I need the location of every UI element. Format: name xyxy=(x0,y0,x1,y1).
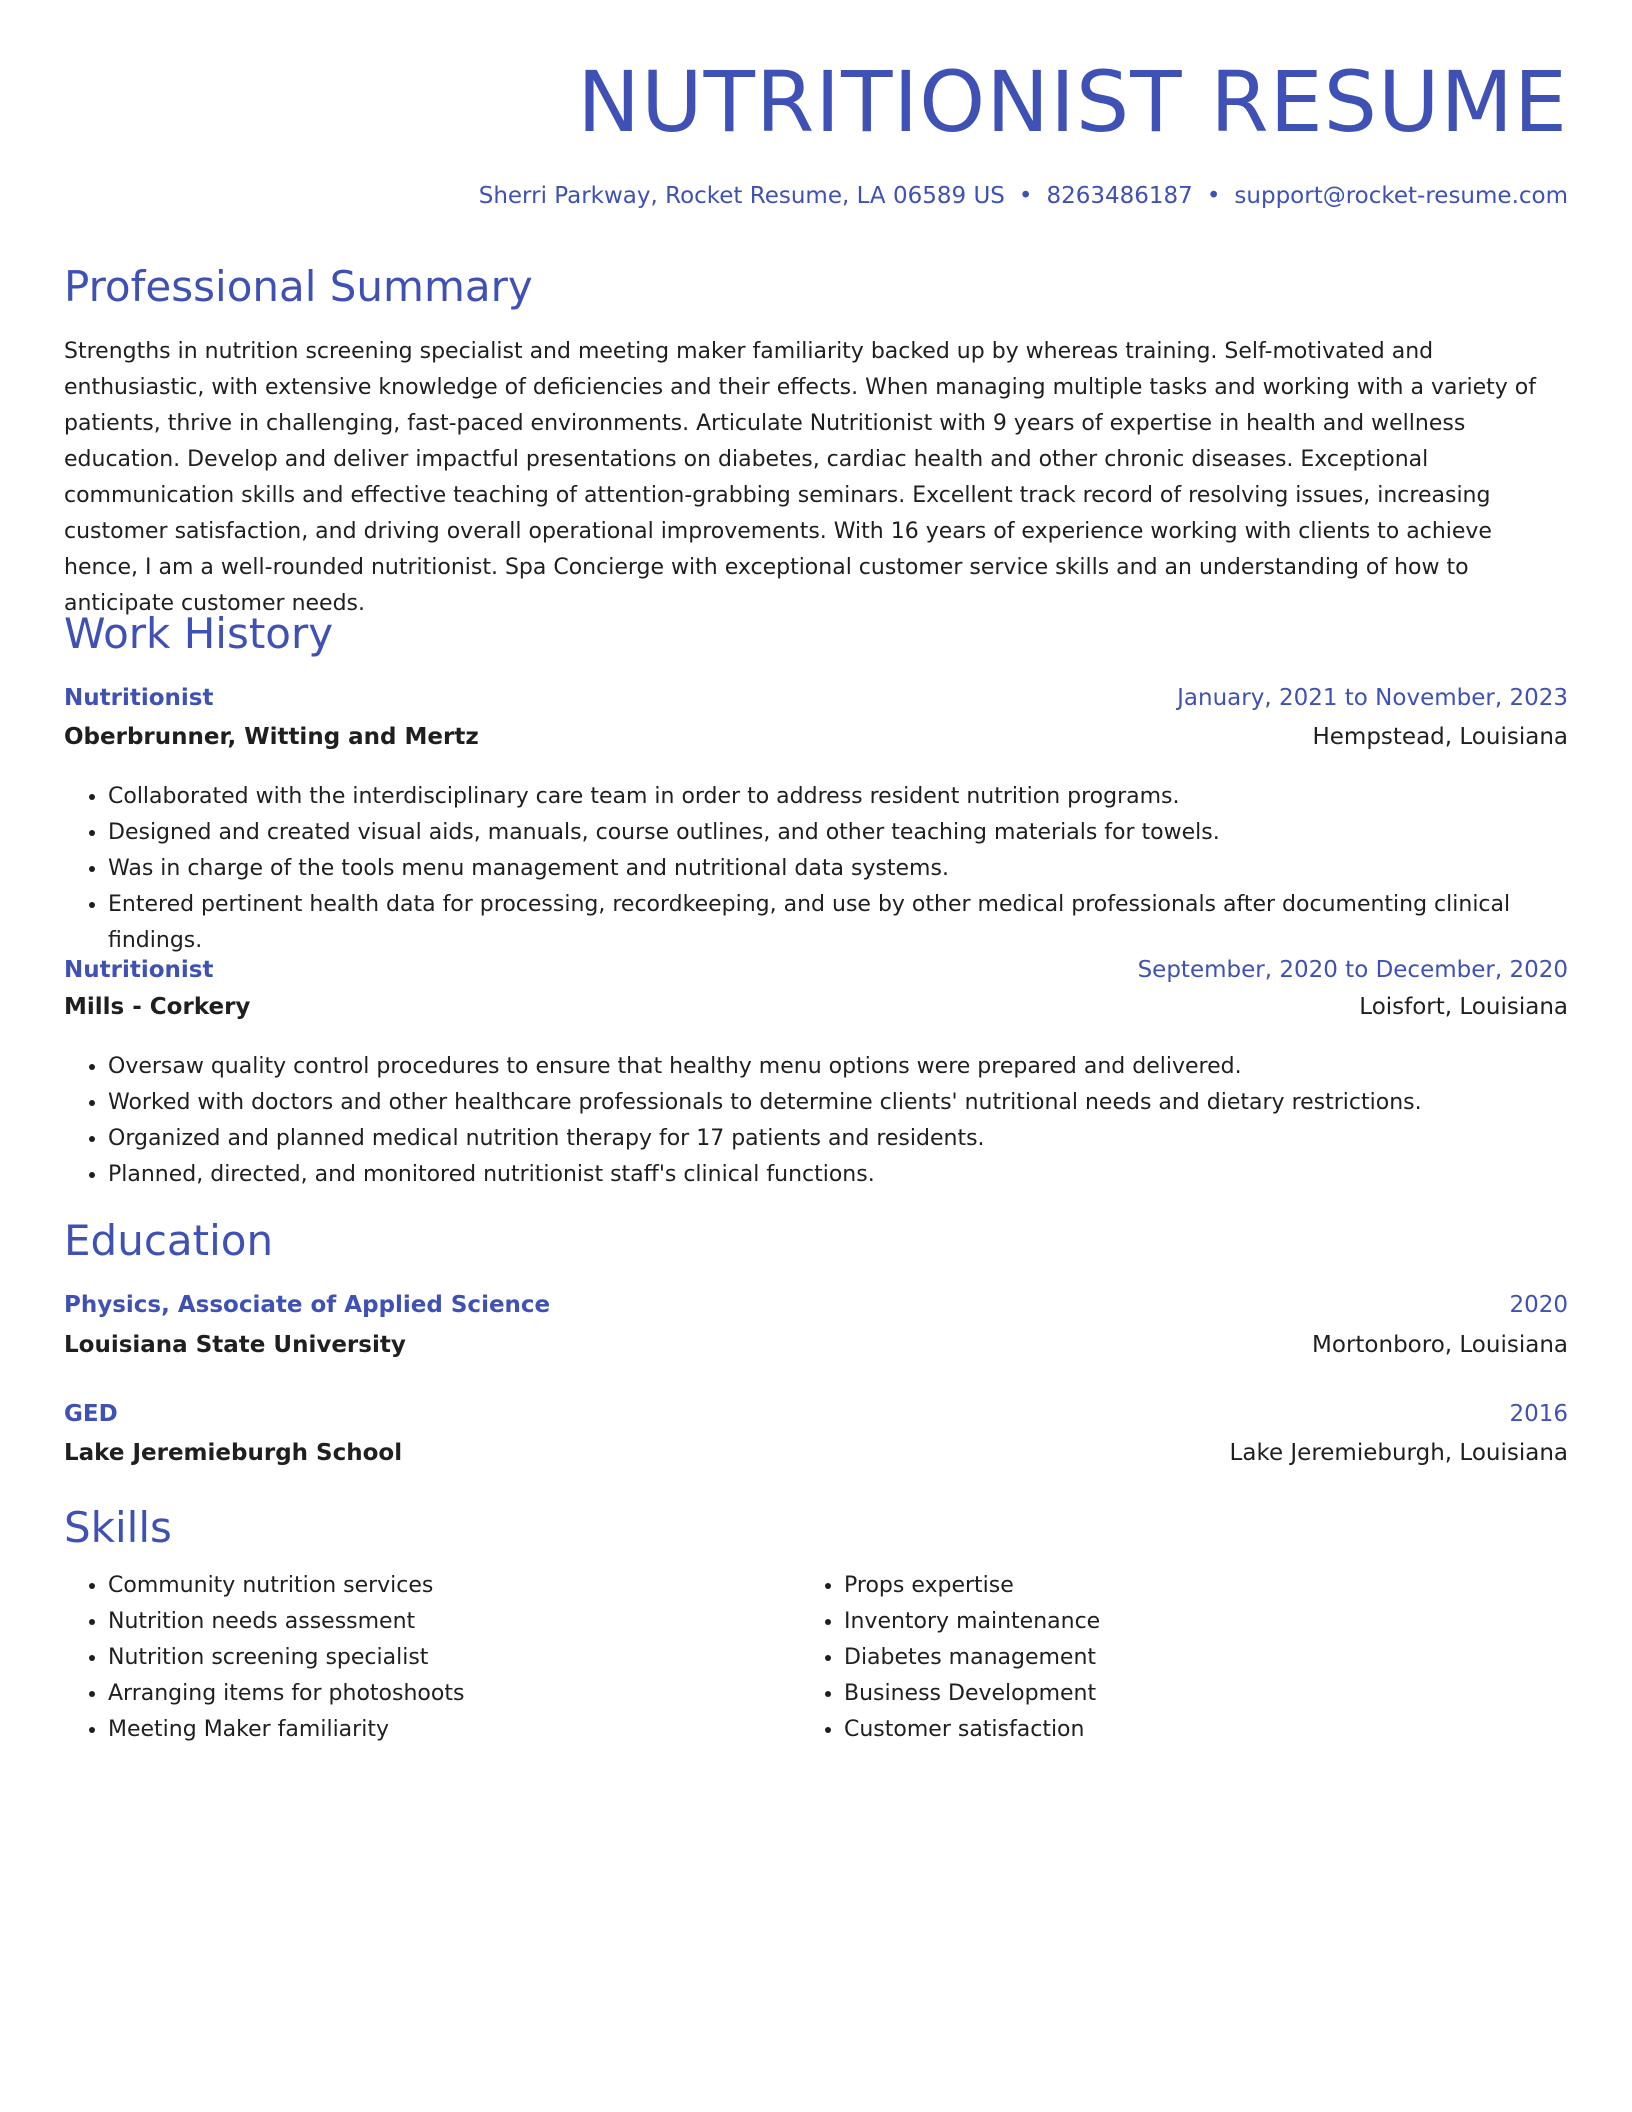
list-item: • Designed and created visual aids, manuals, course outlines, and other teaching materials for towels. xyxy=(108,815,1568,851)
education-location: Lake Jeremieburgh, Louisiana xyxy=(1229,1440,1568,1466)
job-dates: September, 2020 to December, 2020 xyxy=(1137,957,1568,983)
job-role: Nutritionist xyxy=(64,957,214,983)
job-subheader xyxy=(64,721,1568,753)
skill-item: • Business Development xyxy=(844,1676,1484,1712)
separator-dot: • xyxy=(1018,183,1033,209)
education-header xyxy=(64,1289,1568,1321)
list-item: • Entered pertinent health data for processing, recordkeeping, and use by other medical professionals after documenting clinical findings. xyxy=(108,887,1568,959)
skill-item: • Diabetes management xyxy=(844,1640,1484,1676)
job-header xyxy=(64,682,1568,714)
education-subheader xyxy=(64,1329,1568,1361)
job-company: Oberbrunner, Witting and Mertz xyxy=(64,724,479,750)
list-item: • Planned, directed, and monitored nutritionist staff's clinical functions. xyxy=(108,1157,1568,1193)
skill-item: • Props expertise xyxy=(844,1568,1484,1604)
job-location: Hempstead, Louisiana xyxy=(1312,724,1568,750)
contact-address: Sherri Parkway, Rocket Resume, LA 06589 US xyxy=(478,183,1005,209)
job-subheader xyxy=(64,991,1568,1023)
section-title-skills: Skills xyxy=(64,1503,172,1552)
summary-text: Strengths in nutrition screening specialist and meeting maker familiarity backed up by whereas training. Self-motivated and enthusiastic, with extensive knowledge of deficiencies and their effects. When managing multiple tasks and working with a variety of patients, thrive in challenging, fast-paced environments. Articulate Nutritionist with 9 years of expertise in health and wellness education. Develop and deliver impactful presentations on diabetes, cardiac health and other chronic diseases. Exceptional communication skills and effective teaching of attention-grabbing seminars. Excellent track record of resolving issues, increasing customer satisfaction, and driving overall operational improvements. With 16 years of experience working with clients to achieve hence, I am a well-rounded nutritionist. Spa Concierge with exceptional customer service skills and an understanding of how to anticipate customer needs. xyxy=(64,339,1537,616)
skills-list-right xyxy=(800,1568,1484,1748)
skills-list-left xyxy=(64,1568,748,1748)
job-bullets xyxy=(64,1049,1568,1193)
section-title-work-history: Work History xyxy=(64,609,334,658)
contact-email: support@rocket-resume.com xyxy=(1234,183,1568,209)
education-location: Mortonboro, Louisiana xyxy=(1312,1332,1568,1358)
job-dates: January, 2021 to November, 2023 xyxy=(1177,685,1568,711)
list-item: • Worked with doctors and other healthcare professionals to determine clients' nutritional needs and dietary restrictions. xyxy=(108,1085,1568,1121)
section-title-summary: Professional Summary xyxy=(64,262,533,311)
skill-item: • Nutrition needs assessment xyxy=(108,1604,748,1640)
skill-item: • Community nutrition services xyxy=(108,1568,748,1604)
list-item: • Oversaw quality control procedures to ensure that healthy menu options were prepared and delivered. xyxy=(108,1049,1568,1085)
resume-page xyxy=(64,0,1568,1742)
list-item: • Was in charge of the tools menu management and nutritional data systems. xyxy=(108,851,1568,887)
job-company: Mills - Corkery xyxy=(64,994,251,1020)
resume-title: NUTRITIONIST RESUME xyxy=(577,53,1568,151)
section-title-education: Education xyxy=(64,1216,274,1265)
education-year: 2020 xyxy=(1509,1292,1568,1318)
education-school: Louisiana State University xyxy=(64,1332,406,1358)
contact-line xyxy=(479,180,1568,212)
skill-item: • Customer satisfaction xyxy=(844,1712,1484,1748)
education-header xyxy=(64,1398,1568,1430)
skill-item: • Arranging items for photoshoots xyxy=(108,1676,748,1712)
education-year: 2016 xyxy=(1509,1401,1568,1427)
skill-item: • Nutrition screening specialist xyxy=(108,1640,748,1676)
job-role: Nutritionist xyxy=(64,685,214,711)
contact-phone: 8263486187 xyxy=(1046,183,1193,209)
job-location: Loisfort, Louisiana xyxy=(1359,994,1568,1020)
job-header xyxy=(64,954,1568,986)
education-degree: Physics, Associate of Applied Science xyxy=(64,1292,551,1318)
education-degree: GED xyxy=(64,1401,118,1427)
job-bullets xyxy=(64,779,1568,959)
separator-dot: • xyxy=(1206,183,1221,209)
list-item: • Collaborated with the interdisciplinary care team in order to address resident nutrition programs. xyxy=(108,779,1568,815)
skill-item: • Meeting Maker familiarity xyxy=(108,1712,748,1748)
skill-item: • Inventory maintenance xyxy=(844,1604,1484,1640)
education-school: Lake Jeremieburgh School xyxy=(64,1440,403,1466)
education-subheader xyxy=(64,1437,1568,1469)
list-item: • Organized and planned medical nutrition therapy for 17 patients and residents. xyxy=(108,1121,1568,1157)
